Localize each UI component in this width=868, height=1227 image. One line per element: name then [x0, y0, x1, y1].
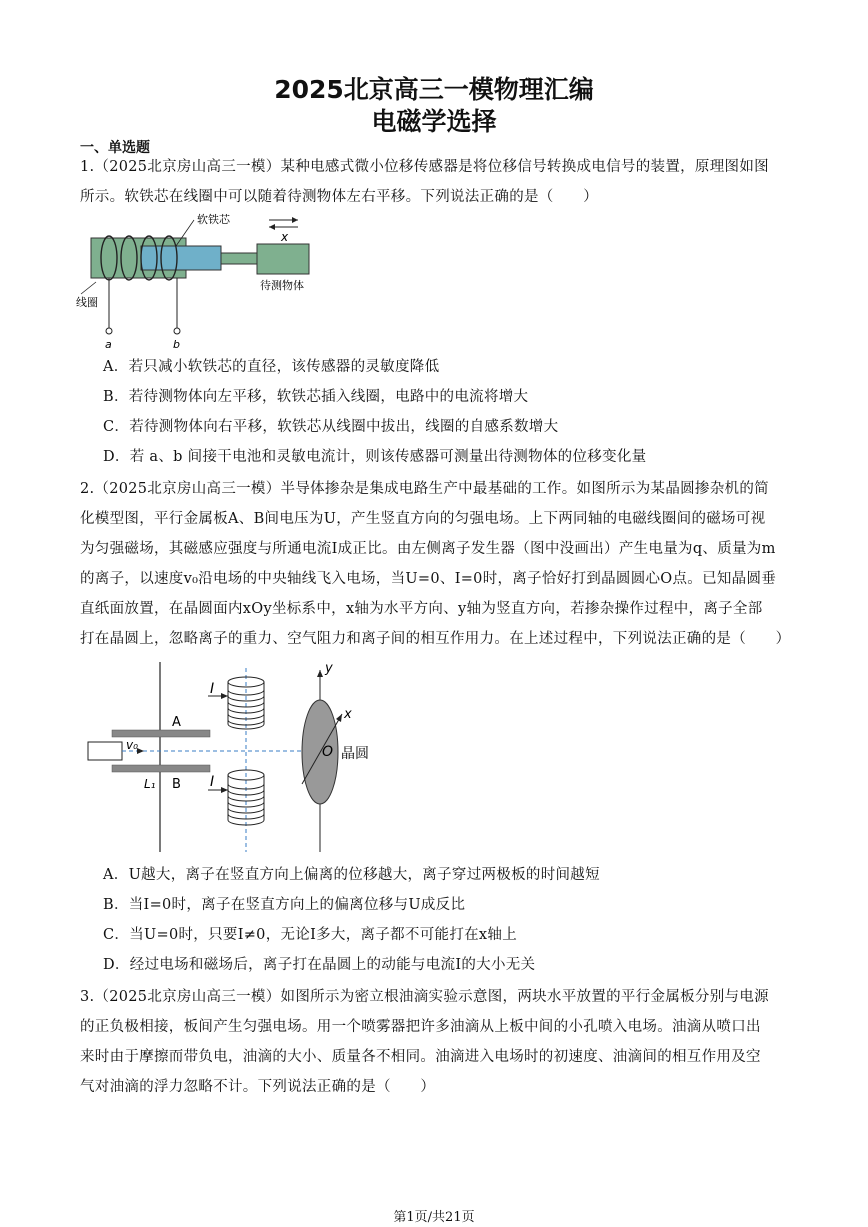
- label-x-axis: x: [344, 707, 352, 722]
- label-coil: 线圈: [76, 296, 98, 309]
- q1-option-c: C．若待测物体向右平移，软铁芯从线圈中拔出，线圈的自感系数增大: [103, 419, 559, 435]
- iron-core: [141, 246, 221, 270]
- page-footer: 第1页/共21页: [393, 1210, 475, 1225]
- doc-subtitle: 电磁学选择: [371, 107, 497, 136]
- label-plate-b: B: [172, 777, 181, 792]
- q1-option-d: D．若 a、b 间接干电池和灵敏电流计，则该传感器可测量出待测物体的位移变化量: [103, 449, 647, 465]
- label-l1: L₁: [144, 777, 156, 791]
- q2-line: 直纸面放置，在晶圆面内xOy坐标系中，x轴为水平方向、y轴为竖直方向，若掺杂操作过程中，离子全部: [80, 601, 763, 617]
- label-a: a: [105, 338, 112, 351]
- measured-object: [257, 244, 309, 274]
- q3-line: 气对油滴的浮力忽略不计。下列说法正确的是（ ）: [80, 1079, 436, 1095]
- label-current-top: I: [210, 681, 215, 697]
- q1-figure: [76, 210, 346, 360]
- q2-line: 2.（2025北京房山高三一模）半导体掺杂是集成电路生产中最基础的工作。如图所示为某晶圆掺杂机的简: [80, 481, 769, 497]
- q2-line: 打在晶圆上，忽略离子的重力、空气阻力和离子间的相互作用力。在上述过程中，下列说法正确的是（ ）: [80, 631, 791, 647]
- section-heading: 一、单选题: [80, 140, 150, 156]
- q3-stem: [80, 982, 790, 1102]
- label-core: 软铁芯: [197, 213, 230, 226]
- q2-line: 的离子，以速度v₀沿电场的中央轴线飞入电场，当U=0、I=0时，离子恰好打到晶圆圆心O点。已知晶圆垂: [80, 571, 777, 587]
- q2-option-c: C．当U=0时，只要I≠0，无论I多大，离子都不可能打在x轴上: [103, 927, 517, 943]
- q2-option-b: B．当I=0时，离子在竖直方向上的偏离位移与U成反比: [103, 897, 466, 913]
- label-origin: O: [322, 744, 334, 760]
- plate-a: [112, 730, 210, 737]
- q3-line: 的正负极相接，板间产生匀强电场。用一个喷雾器把许多油滴从上板中间的小孔喷入电场。油滴从喷口出: [80, 1019, 761, 1035]
- label-wafer: 晶圆: [341, 746, 369, 762]
- q2-option-a: A．U越大，离子在竖直方向上偏离的位移越大，离子穿过两极板的时间越短: [103, 867, 600, 883]
- q3-line: 3.（2025北京房山高三一模）如图所示为密立根油滴实验示意图，两块水平放置的平行金属板分别与电源: [80, 989, 769, 1005]
- q2-line: 化模型图，平行金属板A、B间电压为U，产生竖直方向的匀强电场。上下两同轴的电磁线圈间的磁场可视: [80, 511, 766, 527]
- plate-b: [112, 765, 210, 772]
- terminal-b: [174, 328, 180, 334]
- q2-option-d: D．经过电场和磁场后，离子打在晶圆上的动能与电流I的大小无关: [103, 957, 536, 973]
- q2-stem: [80, 474, 790, 654]
- q3-line: 来时由于摩擦而带负电，油滴的大小、质量各不相同。油滴进入电场时的初速度、油滴间的相互作用及空: [80, 1049, 761, 1065]
- label-x: x: [281, 230, 289, 244]
- ion-source: [88, 742, 122, 760]
- doc-title: 2025北京高三一模物理汇编: [274, 75, 594, 104]
- q1-stem: [80, 152, 790, 212]
- terminal-a: [106, 328, 112, 334]
- label-v0: v₀: [126, 738, 138, 752]
- label-current-bottom: I: [210, 774, 215, 790]
- label-y-axis: y: [325, 661, 333, 676]
- label-b: b: [173, 338, 180, 351]
- q2-figure: [84, 660, 404, 856]
- q1-line: 所示。软铁芯在线圈中可以随着待测物体左右平移。下列说法正确的是（ ）: [80, 189, 598, 205]
- label-object: 待测物体: [260, 279, 304, 292]
- connecting-rod: [221, 253, 257, 264]
- q1-line: 1.（2025北京房山高三一模）某种电感式微小位移传感器是将位移信号转换成电信号的装置，原理图如图: [80, 159, 769, 175]
- q2-line: 为匀强磁场，其磁感应强度与所通电流I成正比。由左侧离子发生器（图中没画出）产生电量为q、质量为m: [80, 541, 776, 557]
- label-plate-a: A: [172, 715, 181, 730]
- q1-option-a: A．若只减小软铁芯的直径，该传感器的灵敏度降低: [103, 359, 440, 375]
- q1-option-b: B．若待测物体向左平移，软铁芯插入线圈，电路中的电流将增大: [103, 389, 529, 405]
